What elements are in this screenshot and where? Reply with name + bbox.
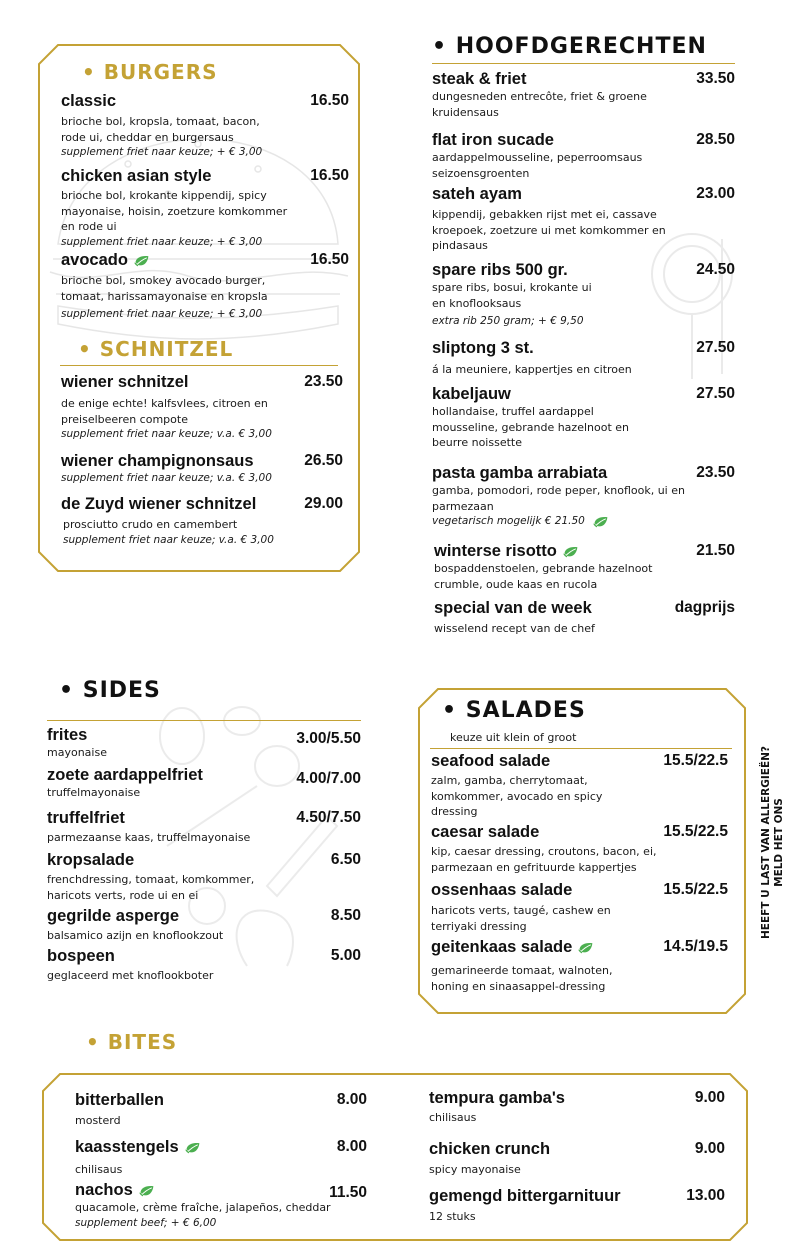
item-price: 21.50 [696,542,735,559]
item-price: 29.00 [304,495,343,512]
item-name: frites [47,726,88,744]
item-supplement: supplement friet naar keuze; + € 3,00 [61,308,263,320]
vegetarian-leaf-icon [185,1141,201,1155]
item-name: seafood salade [431,752,551,770]
menu-item-caesar-salade [431,823,728,875]
item-description: kip, caesar dressing, croutons, bacon, ei, parmezaan en gefrituurde kappertjes [431,845,657,874]
item-name: chicken asian style [61,167,212,185]
item-supplement: supplement friet naar keuze; v.a. € 3,00 [63,533,274,546]
item-name: classic [61,92,117,110]
item-name: spare ribs 500 gr. [432,261,568,279]
item-name: nachos [75,1181,367,1200]
item-name: tempura gamba's [429,1089,565,1107]
item-description: truffelmayonaise [47,786,141,799]
menu-item-winterse-risotto [434,542,735,592]
menu-item-avocado [61,251,349,322]
menu-item-chicken-asian-style [61,167,349,250]
item-price: 4.00/7.00 [296,770,361,787]
item-description: parmezaanse kaas, truffelmayonaise [47,831,251,844]
item-price: 14.5/19.5 [663,938,728,955]
sides-divider [47,720,361,721]
item-description: gamba, pomodori, rode peper, knoflook, ui en parmezaan [432,484,685,513]
item-price: 33.50 [696,70,735,87]
menu-item-flat-iron-sucade [432,131,735,181]
menu-item-de-zuyd-wiener-schnitzel [61,495,343,548]
menu-item-classic [61,92,349,160]
menu-item-sliptong [432,339,735,378]
item-price: 6.50 [330,851,361,868]
menu-item-special-van-de-week [434,599,735,637]
item-name: avocado [61,251,349,270]
item-price: 24.50 [696,261,735,278]
menu-item-bitterballen [75,1091,367,1129]
menu-item-bospeen [47,947,361,984]
hoofdgerechten-divider [432,63,735,64]
item-name: kabeljauw [432,385,511,403]
item-description: mayonaise [47,746,107,759]
item-description: bospaddenstoelen, gebrande hazelnoot crumble, oude kaas en rucola [434,562,653,591]
menu-item-pasta-gamba-arrabiata [432,464,735,529]
item-price: 23.50 [696,464,735,481]
item-price: 16.50 [310,167,349,184]
item-name: wiener champignonsaus [61,452,254,470]
item-name: zoete aardappelfriet [47,766,203,784]
menu-item-wiener-champignonsaus [61,452,343,486]
item-name: pasta gamba arrabiata [432,464,608,482]
vegetarian-leaf-icon [134,254,150,268]
menu-item-steak-friet [432,70,735,120]
item-description: aardappelmousseline, peperroomsaus seizoensgroenten [432,151,643,180]
burgers-schnitzel-panel [38,44,360,572]
item-name: truffelfriet [47,809,125,827]
item-price: 8.50 [330,907,361,924]
item-price: 9.00 [694,1140,725,1157]
hoofdgerechten-section [432,34,742,644]
bites-title: • BITES [86,1030,178,1054]
menu-item-frites [47,726,361,761]
item-price: 26.50 [304,452,343,469]
menu-item-geitenkaas-salade [431,938,728,994]
item-name: gemengd bittergarnituur [429,1187,621,1205]
salades-panel [418,688,746,1014]
item-name: caesar salade [431,823,540,841]
allergy-note [752,720,799,965]
item-supplement: supplement beef; + € 6,00 [75,1216,217,1229]
item-price: 15.5/22.5 [663,752,728,769]
allergy-note-text: HEEFT U LAST VAN ALLERGIEËN? MELD HET ONS [760,746,785,939]
hoofdgerechten-title: • HOOFDGERECHTEN [432,34,707,59]
menu-item-nachos [75,1181,367,1231]
item-name: de Zuyd wiener schnitzel [61,495,257,513]
item-supplement: supplement friet naar keuze; + € 3,00 [61,235,263,248]
menu-item-seafood-salade [431,752,728,820]
item-description: wisselend recept van de chef [434,622,595,635]
item-supplement: extra rib 250 gram; + € 9,50 [432,315,584,327]
menu-item-truffelfriet [47,809,361,846]
item-description: chilisaus [75,1163,123,1176]
salades-subtitle: keuze uit klein of groot [450,731,577,744]
item-name: ossenhaas salade [431,881,573,899]
item-name: chicken crunch [429,1140,551,1158]
menu-item-kropsalade [47,851,361,903]
menu-item-kabeljauw [432,385,735,451]
bites-panel [42,1073,748,1241]
item-price: 15.5/22.5 [663,823,728,840]
item-name: steak & friet [432,70,527,88]
item-name: kropsalade [47,851,135,869]
item-price: 28.50 [696,131,735,148]
item-description: kippendij, gebakken rijst met ei, cassave kroepoek, zoetzure ui met komkommer en pindasaus [432,208,666,252]
menu-item-kaasstengels [75,1138,367,1178]
vegetarian-leaf-icon [593,515,609,529]
menu-item-ossenhaas-salade [431,881,728,934]
item-name: special van de week [434,599,592,617]
menu-item-tempura-gambas [429,1089,725,1126]
item-price: dagprijs [674,599,735,616]
menu-item-gemengd-bittergarnituur [429,1187,725,1225]
item-name: flat iron sucade [432,131,554,149]
menu-item-sateh-ayam [432,185,735,254]
menu-item-chicken-crunch [429,1140,725,1178]
item-price: 3.00/5.50 [296,730,361,747]
item-description: brioche bol, smokey avocado burger, tomaat, harissamayonaise en kropsla [61,274,268,303]
item-supplement: supplement friet naar keuze; v.a. € 3,00 [61,472,272,484]
item-price: 8.00 [336,1091,367,1108]
menu-item-wiener-schnitzel [61,373,343,442]
item-price: 23.00 [696,185,735,202]
item-description: dungesneden entrecôte, friet & groene kruidensaus [432,90,647,119]
item-price: 9.00 [694,1089,725,1106]
item-description: gemarineerde tomaat, walnoten, honing en sinaasappel-dressing [431,964,613,993]
item-description: 12 stuks [429,1210,476,1223]
vegetarian-leaf-icon [563,545,579,559]
item-description: geglaceerd met knoflookboter [47,969,214,982]
schnitzel-title: • SCHNITZEL [78,337,234,361]
item-price: 11.50 [329,1184,367,1201]
item-description: spicy mayonaise [429,1163,521,1176]
item-name: gegrilde asperge [47,907,180,925]
item-name: bitterballen [75,1091,164,1109]
sides-title: • SIDES [59,678,161,703]
item-name: bospeen [47,947,115,965]
menu-item-spare-ribs [432,261,735,329]
item-price: 5.00 [330,947,361,964]
item-name: geitenkaas salade [431,938,728,957]
vegetarian-leaf-icon [139,1184,155,1198]
item-price: 13.00 [686,1187,725,1204]
item-price: 4.50/7.50 [296,809,361,826]
item-description: mosterd [75,1114,121,1127]
item-price: 16.50 [310,92,349,109]
sides-section [47,676,365,996]
item-description: frenchdressing, tomaat, komkommer, haricots verts, rode ui en ei [47,873,255,902]
item-description: brioche bol, kropsla, tomaat, bacon, rode ui, cheddar en burgersaus [61,115,260,144]
menu-item-gegrilde-asperge [47,907,361,944]
item-name: sateh ayam [432,185,522,203]
schnitzel-divider [60,365,338,366]
item-description: brioche bol, krokante kippendij, spicy mayonaise, hoisin, zoetzure komkommer en rode ui [61,189,288,233]
item-price: 16.50 [310,251,349,268]
item-name: sliptong 3 st. [432,339,534,357]
item-price: 27.50 [696,339,735,356]
vegetarian-leaf-icon [578,941,594,955]
item-supplement: supplement friet naar keuze; + € 3,00 [61,146,263,158]
item-description: quacamole, crème fraîche, jalapeños, cheddar [75,1201,331,1214]
item-supplement: supplement friet naar keuze; v.a. € 3,00 [61,428,272,440]
item-name: winterse risotto [434,542,735,561]
item-name: kaasstengels [75,1138,367,1157]
item-description: de enige echte! kalfsvlees, citroen en preiselbeeren compote [61,397,268,426]
salades-divider [430,748,732,749]
item-price: 8.00 [336,1138,367,1155]
item-price: 23.50 [304,373,343,390]
item-description: á la meuniere, kappertjes en citroen [432,363,632,376]
salades-title: • SALADES [442,698,586,723]
item-price: 15.5/22.5 [663,881,728,898]
item-description: chilisaus [429,1111,477,1124]
menu-item-zoete-aardappelfriet [47,766,361,801]
item-description: balsamico azijn en knoflookzout [47,929,224,942]
item-description: spare ribs, bosui, krokante ui en knoflooksaus [432,281,592,310]
burgers-title: • BURGERS [82,60,218,84]
item-description: haricots verts, taugé, cashew en terriyaki dressing [431,904,611,933]
item-name: wiener schnitzel [61,373,189,391]
item-description: prosciutto crudo en camembert [63,518,238,531]
item-description: hollandaise, truffel aardappel mousseline, gebrande hazelnoot en beurre noissette [432,405,629,449]
item-supplement: vegetarisch mogelijk € 21.50 [432,514,735,529]
item-description: zalm, gamba, cherrytomaat, komkommer, avocado en spicy dressing [431,774,603,818]
item-price: 27.50 [696,385,735,402]
